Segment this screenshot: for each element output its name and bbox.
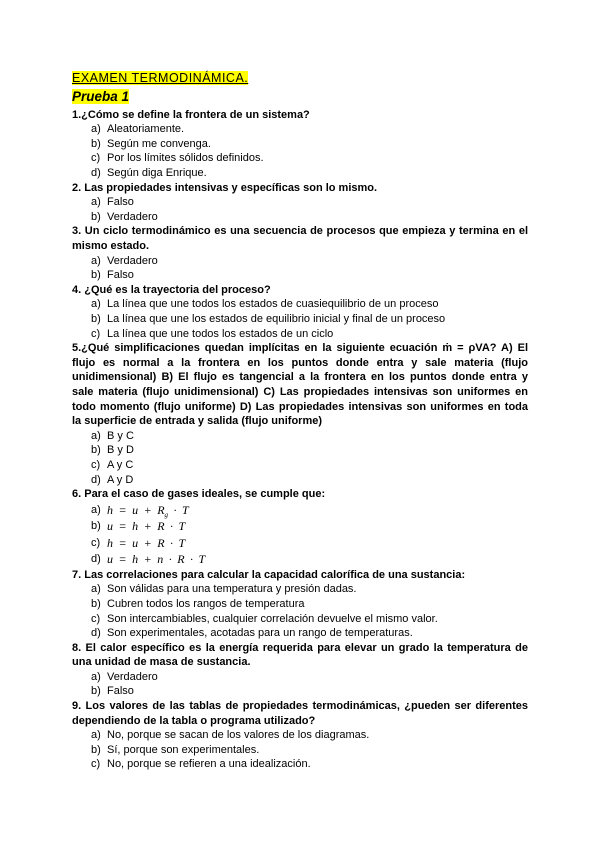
option-a (72, 582, 528, 597)
question-1 (72, 108, 528, 181)
option-c (72, 535, 528, 552)
option-b (72, 443, 528, 458)
option-letter: a) (91, 429, 101, 442)
option-letter: c) (91, 458, 101, 471)
option-a (72, 122, 528, 137)
option-text: Falso (107, 685, 134, 698)
question-2 (72, 181, 528, 225)
question-text-line: 9. Los valores de las tablas de propiedades termodinámicas, ¿pueden ser diferentes (72, 700, 528, 713)
option-text: B y D (107, 444, 134, 457)
option-text: Verdadero (107, 210, 158, 223)
option-letter: a) (91, 670, 101, 683)
exam-content (72, 70, 528, 772)
question-text-line: 3. Un ciclo termodinámico es una secuencia de procesos que empieza y termina en el (72, 225, 528, 238)
option-text: A y D (107, 473, 134, 486)
option-letter: c) (91, 327, 101, 340)
title-line (72, 70, 528, 86)
option-a (72, 429, 528, 444)
question-text-line: la superficie de entrada y salida (flujo uniforme) (72, 415, 323, 428)
option-letter: b) (91, 520, 101, 533)
option-text: No, porque se sacan de los valores de los diagramas. (107, 729, 370, 742)
option-letter: a) (91, 583, 101, 596)
option-text: La línea que une los estados de equilibrio inicial y final de un proceso (107, 313, 446, 325)
question-text-line: una unidad de masa de sustancia. (72, 656, 251, 669)
question-text-line: unidimensional) B) El flujo es tangencial a la frontera en los puntos donde entra y (72, 371, 528, 384)
option-letter: a) (91, 123, 101, 136)
option-letter: b) (91, 743, 101, 756)
option-letter: b) (91, 597, 101, 610)
option-letter: c) (91, 152, 101, 165)
option-c (72, 612, 528, 627)
option-b (72, 268, 528, 283)
option-c (72, 757, 528, 772)
question-text-line: 8. El calor específico es la energía requerida para elevar un grado la temperatura de (72, 641, 528, 654)
option-letter: a) (91, 298, 101, 311)
option-b (72, 518, 528, 535)
option-a (72, 254, 528, 269)
question-8 (72, 641, 528, 699)
option-text: No, porque se refieren a una idealización. (107, 758, 311, 771)
option-letter: b) (91, 269, 101, 282)
option-text: Son intercambiables, cualquier correlación devuelve el mismo valor. (107, 612, 438, 625)
option-letter: b) (91, 210, 101, 223)
option-b (72, 210, 528, 225)
question-9 (72, 699, 528, 772)
option-d (72, 551, 528, 568)
option-c (72, 458, 528, 473)
question-text-line: dependiendo de la tabla o programa utilizado? (72, 714, 316, 727)
option-d (72, 166, 528, 181)
question-4 (72, 283, 528, 341)
option-c (72, 327, 528, 342)
option-letter: a) (91, 503, 101, 516)
question-text-line: flujo es normal a la frontera en los puntos donde entra y sale materia (flujo (72, 356, 528, 369)
question-text: 4. ¿Qué es la trayectoria del proceso? (72, 283, 271, 296)
option-b (72, 137, 528, 152)
option-a (72, 728, 528, 743)
option-a (72, 502, 528, 519)
option-text: Cubren todos los rangos de temperatura (107, 597, 305, 610)
question-7 (72, 568, 528, 641)
option-b (72, 684, 528, 699)
question-text: 7. Las correlaciones para calcular la capacidad calorífica de una sustancia: (72, 568, 466, 581)
question-text-line: 5.¿Qué simplificaciones quedan implícitas en la siguiente ecuación ṁ = ρVA? A) El (72, 342, 528, 355)
option-d (72, 473, 528, 488)
formula (107, 503, 189, 517)
formula-main: h = u + R (107, 502, 165, 517)
option-b (72, 597, 528, 612)
formula: h = u + R · T (107, 535, 186, 550)
test-subtitle: Prueba 1 (72, 89, 130, 104)
option-text: Aleatoriamente. (107, 123, 185, 136)
option-letter: a) (91, 729, 101, 742)
option-letter: d) (91, 627, 101, 640)
option-c (72, 151, 528, 166)
option-letter: c) (91, 612, 101, 625)
question-text: 6. Para el caso de gases ideales, se cumple que: (72, 488, 326, 501)
option-d (72, 626, 528, 641)
option-letter: c) (91, 536, 101, 549)
option-text: Falso (107, 269, 134, 282)
option-a (72, 670, 528, 685)
option-letter: a) (91, 196, 101, 209)
option-b (72, 743, 528, 758)
option-text: La línea que une todos los estados de cuasiequilibrio de un proceso (107, 298, 439, 311)
formula: u = h + R · T (107, 519, 186, 534)
question-text: 2. Las propiedades intensivas y específicas son lo mismo. (72, 181, 378, 194)
option-letter: d) (91, 473, 101, 486)
option-text: Son válidas para una temperatura y presión dadas. (107, 583, 357, 596)
option-text: Falso (107, 196, 134, 209)
option-letter: d) (91, 167, 101, 180)
option-letter: c) (91, 758, 101, 771)
option-text: Verdadero (107, 670, 158, 683)
option-letter: d) (91, 553, 101, 566)
option-text: A y C (107, 458, 134, 471)
question-5 (72, 341, 528, 487)
option-text: La línea que une todos los estados de un ciclo (107, 327, 334, 340)
option-letter: b) (91, 137, 101, 150)
exam-title: EXAMEN TERMODINÁMICA. (72, 71, 249, 85)
question-3 (72, 224, 528, 282)
formula-subscript: g (164, 510, 169, 519)
formula: u = h + n · R · T (107, 552, 206, 567)
option-text: Sí, porque son experimentales. (107, 743, 260, 756)
question-text-line: sale materia (flujo unidimensional) C) Las propiedades intensivas son uniformes en (72, 385, 528, 398)
option-text: Son experimentales, acotadas para un rango de temperaturas. (107, 627, 413, 640)
option-letter: b) (91, 685, 101, 698)
option-text: Según diga Enrique. (107, 167, 207, 180)
question-text: 1.¿Cómo se define la frontera de un sistema? (72, 108, 310, 121)
option-a (72, 297, 528, 312)
question-6 (72, 487, 528, 568)
option-a (72, 195, 528, 210)
question-text-line: todo momento (flujo uniforme) D) Las propiedades intensivas son uniformes en toda (72, 400, 528, 413)
option-b (72, 312, 528, 327)
option-text: Verdadero (107, 254, 158, 267)
subtitle-line (72, 86, 528, 108)
option-letter: a) (91, 254, 101, 267)
option-letter: b) (91, 313, 101, 325)
option-text: Por los límites sólidos definidos. (107, 152, 264, 165)
option-letter: b) (91, 444, 101, 457)
option-text: B y C (107, 429, 134, 442)
question-text-line: mismo estado. (72, 240, 150, 253)
option-text: Según me convenga. (107, 137, 211, 150)
formula-tail: · T (168, 502, 189, 517)
